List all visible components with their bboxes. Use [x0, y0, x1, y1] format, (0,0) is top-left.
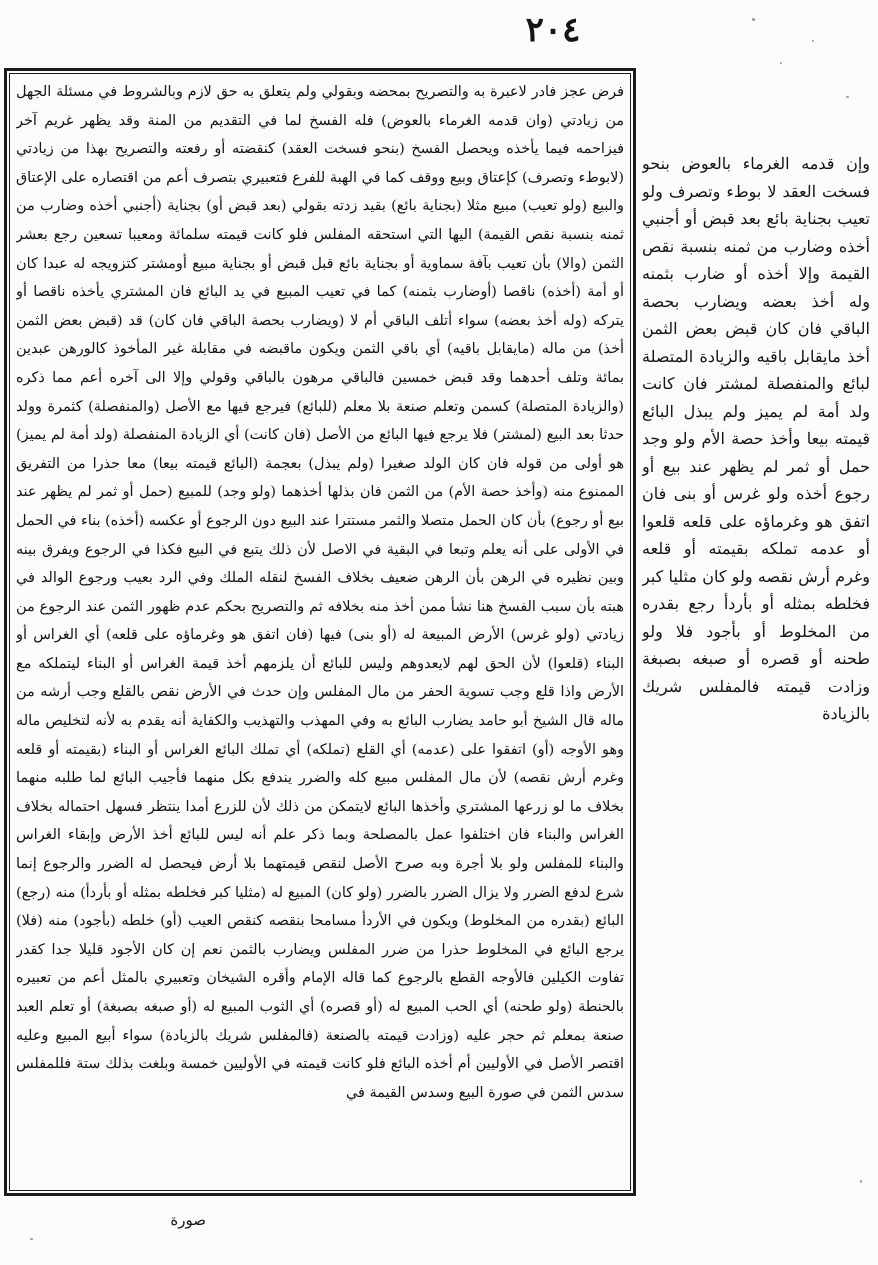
paper-speck	[846, 96, 849, 98]
paper-speck	[860, 1180, 862, 1183]
catchword: صورة	[170, 1211, 206, 1229]
paper-speck	[780, 62, 782, 64]
paper-speck	[752, 18, 755, 21]
margin-text-paragraph: وإن قدمه الغرماء بالعوض بنحو فسخت العقد لا بوطء وتصرف ولو تعيب بجناية بائع بعد قبض أو أجنبي أخذه وضارب من ثمنه بنسبة نقص القيمة وإلا أخذه أو ضارب بثمنه وله أخذ بعضه ويضارب بحصة الباقي فان كان قبض بعض الثمن أخذ مايقابل باقيه والزيادة المتصلة لبائع والمنفصلة لمشتر فان كانت ولد أمة لم يميز ولم يبذل البائع قيمته بيعا وأخذ حصة الأم ولو وجد حمل أو ثمر لم يظهر عند بيع أو رجوع أخذه ولو غرس أو بنى فان اتفق هو وغرماؤه على قلعه قلعوا أو عدمه تملكه بقيمته أو قلعه وغرم أرش نقصه ولو كان مثليا كبر فخلطه بمثله أو بأردأ رجع بقدره من المخلوط أو بأجود فلا ولو طحنه أو قصره أو صبغه بصبغة وزادت قيمته فالمفلس شريك بالزيادة	[642, 154, 870, 723]
page-number: ٢٠٤	[525, 10, 581, 50]
main-text-paragraph: فرض عجز فادر لاعبرة به والتصريح بمحضه وبقولي ولم يتعلق به حق لازم وبالشروط في مسئلة الجهل من زيادتي (وان قدمه الغرماء بالعوض) فله الفسخ لما في التقديم من المنة وقد يظهر غريم آخر فيزاحمه فيما يأخذه ويحصل الفسخ (بنحو فسخت العقد) كنقضته أو رفعته والتصريح بهذا من زيادتي (لابوطء وتصرف) كإعتاق وبيع ووقف كما في الهبة للفرع فتعبيري بتصرف أعم من اقتصاره على الإعتاق والبيع (ولو تعيب) مبيع مثلا (بجناية بائع) بقيد زدته بقولي (بعد قبض أو) بجناية (أجنبي أخذه وضارب من ثمنه بنسبة نقص القيمة) اليها التي استحقه المفلس فلو كانت قيمته سلمائة ومعيبا تسعين رجع بعشر الثمن (والا) بأن تعيب بآفة سماوية أو بجناية بائع قبل قبض أو بجناية مبيع أومشتر كتزويجه له عبدا كان أو أمة (أخذه) ناقصا (أوضارب بثمنه) كما في تعيب المبيع في يد البائع فان المشتري يأخذه ناقصا أو يتركه (وله أخذ بعضه) سواء أتلف الباقي أم لا (ويضارب بحصة الباقي فان كان) قد (قبض بعض الثمن أخذ) من ماله (مايقابل باقيه) أي باقي الثمن ويكون ماقبضه في مقابلة غير المأخوذ كالورهن عبدين بمائة وتلف أحدهما وقد قبض خمسين فالباقي مرهون بالباقي وقولي وإلا الى آخره أعم مما ذكره (والزيادة المتصلة) كسمن وتعلم صنعة بلا معلم (للبائع) فيرجع فيها مع الأصل (والمنفصلة) كثمرة وولد حدثا بعد البيع (لمشتر) فلا يرجع فيها البائع من الأصل (فان كانت) أي الزيادة المنفصلة (ولد أمة لم يميز) هو أولى من قوله فان كان الولد صغيرا (ولم يبذل) بعجمة (البائع قيمته بيعا) معا حذرا من التفريق الممنوع منه (وأخذ حصة الأم) من الثمن فان بذلها أخذهما (ولو وجد) للمبيع (حمل أو ثمر لم يظهر عند بيع أو رجوع) بأن كان الحمل متصلا والثمر مستترا عند البيع دون الرجوع أو عكسه (أخذه) بناء في الحمل في الأولى على أنه يعلم وتبعا في البقية في الاصل لأن ذلك يتبع في البيع فكذا في الرجوع ويفرق بينه وبين نظيره في الرهن بأن الرهن ضعيف بخلاف الفسخ لنقله الملك وفي الرد بعيب ورجوع الوالد في هبته بأن سبب الفسخ هنا نشأ ممن أخذ منه بخلافه ثم والتصريح بحكم عدم ظهور الثمن عند الرجوع من زيادتي (ولو غرس) الأرض المبيعة له (أو بنى) فيها (فان اتفق هو وغرماؤه على قلعه) أي الغراس أو البناء (قلعوا) لأن الحق لهم لايعدوهم وليس للبائع أن يلزمهم أخذ قيمة الغراس أو البناء ليتملكه مع الأرض واذا قلع وجب تسوية الحفر من مال المفلس وإن حدث في الأرض نقص بالقلع وجب أرشه من ماله قال الشيخ أبو حامد يضارب البائع به وفي المهذب والتهذيب والكفاية أنه يقدم به لأنه لتخليص ماله وهو الأوجه (أو) اتفقوا على (عدمه) أي القلع (تملكه) أي تملك البائع الغراس أو البناء (بقيمته أو قلعه وغرم أرش نقصه) لأن مال المفلس مبيع كله والضرر يندفع بكل منهما فأجيب البائع لما طلبه منهما بخلاف ما لو زرعها المشتري وأخذها البائع لايتمكن من ذلك لأن للزرع أمدا ينتظر فسهل احتماله بخلاف الغراس والبناء فان اختلفوا عمل بالمصلحة وبما ذكر علم أنه ليس للبائع أخذ الأرض وإبقاء الغراس والبناء للمفلس ولو بلا أجرة وبه صرح الأصل لنقص قيمتهما بلا أرض فيحصل له الضرر والرجوع إنما شرع لدفع الضرر ولا يزال الضرر بالضرر (ولو كان) المبيع له (مثليا كبر فخلطه بمثله أو بأردأ) منه (رجع) البائع (بقدره من المخلوط) ويكون في الأردأ مسامحا بنقصه كنقص العيب (أو) خلطه (بأجود) منه (فلا) يرجع البائع في المخلوط حذرا من ضرر المفلس ويضارب بالثمن نعم إن كان الأجود قليلا جدا كقدر تفاوت الكيلين فالأوجه القطع بالرجوع كما قاله الإمام وأقره الشيخان وتعبيري بالمثل أعم من تعبيره بالحنطة (ولو طحنه) أي الحب المبيع له (أو قصره) أي الثوب المبيع له (أو صبغه بصبغة) أو تعلم العبد صنعة بمعلم ثم حجر عليه (وزادت قيمته بالصنعة (فالمفلس شريك بالزيادة) سواء أبيع المبيع وعليه اقتصر الأصل في الأوليين أم أخذه البائع فلو كانت قيمته في الأوليين خمسة وبلغت بذلك ستة فللمفلس سدس الثمن في صورة البيع وسدس القيمة في	[16, 84, 624, 1101]
paper-speck	[30, 1238, 33, 1240]
paper-speck	[812, 40, 814, 42]
margin-matn-column	[642, 150, 870, 1050]
main-text-block	[16, 78, 624, 1188]
